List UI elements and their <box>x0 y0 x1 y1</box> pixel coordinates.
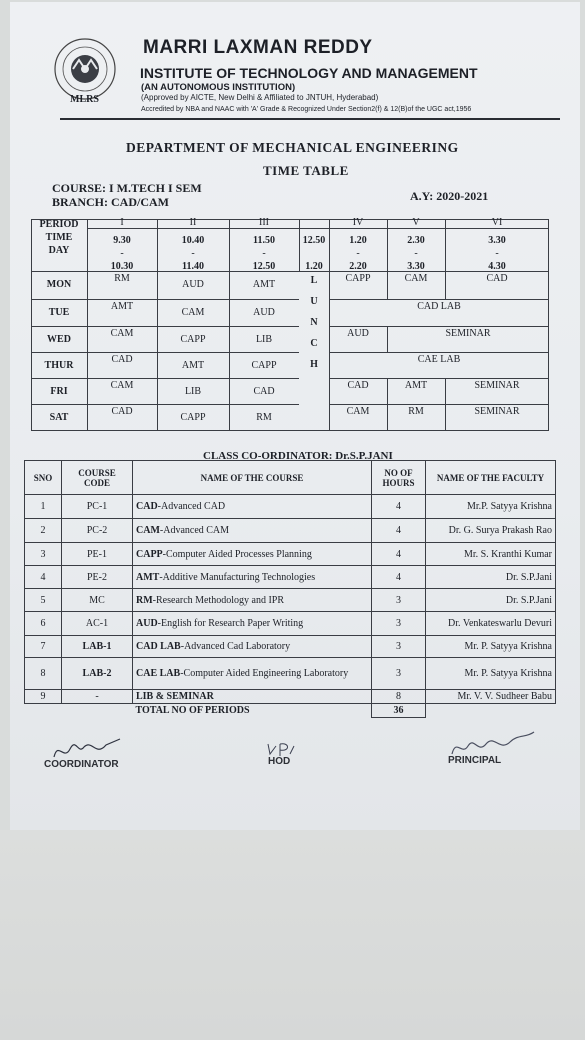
course-abbr: CAD LAB <box>136 641 181 652</box>
institution-subtitle: INSTITUTE OF TECHNOLOGY AND MANAGEMENT <box>140 65 478 81</box>
course-sno: 5 <box>25 589 62 612</box>
course-code: - <box>62 690 133 704</box>
time-dash-5: - <box>414 248 418 259</box>
course-sno: 8 <box>25 658 62 690</box>
time-end-1: 11.40 <box>182 261 204 272</box>
course-name <box>133 636 372 658</box>
logo-text: MLRS <box>70 94 99 105</box>
time-end-4: 2.20 <box>349 261 367 272</box>
period-5: V <box>412 217 420 228</box>
class-coordinator: CLASS CO-ORDINATOR: Dr.S.P.JANI <box>203 450 393 462</box>
course-faculty: Dr. G. Surya Prakash Rao <box>426 519 556 543</box>
institution-name: MARRI LAXMAN REDDY <box>143 37 373 58</box>
time-end-2: 12.50 <box>252 261 276 272</box>
course-hours: 4 <box>372 566 426 589</box>
table-surface <box>0 830 585 1040</box>
time-dash-1: - <box>191 248 195 259</box>
course-name <box>133 589 372 612</box>
time-end-3: 1.20 <box>305 261 323 272</box>
total-label: TOTAL NO OF PERIODS <box>135 705 250 717</box>
time-dash-2: - <box>262 248 266 259</box>
time-dash-6: - <box>495 248 499 259</box>
grid-line <box>31 299 299 300</box>
time-start-1: 10.40 <box>181 235 205 246</box>
header-course-code: COURSE CODE <box>62 461 133 495</box>
header-sno: SNO <box>25 461 62 495</box>
course-fullname: -English for Research Paper Writing <box>157 618 304 629</box>
course-name <box>133 658 372 690</box>
class-cell: AMT <box>110 301 134 312</box>
class-cell: CAD <box>253 386 275 397</box>
course-sno: 6 <box>25 612 62 636</box>
class-cell: CAPP <box>251 360 277 371</box>
grid-line <box>31 352 299 353</box>
header-hours: NO OF HOURS <box>372 461 426 495</box>
grid-line <box>31 430 549 431</box>
time-start-5: 2.30 <box>407 235 425 246</box>
day-thur: THUR <box>44 360 74 371</box>
course-code: AC-1 <box>62 612 133 636</box>
course-abbr: AMT <box>136 571 160 583</box>
course-sno: 7 <box>25 636 62 658</box>
autonomous-note: (AN AUTONOMOUS INSTITUTION) <box>141 82 296 93</box>
class-cell: SEMINAR <box>474 406 520 417</box>
course-code: PE-2 <box>62 566 133 589</box>
grid-line <box>329 404 549 405</box>
course-abbr: CAD <box>136 501 158 512</box>
course-row <box>25 658 556 690</box>
course-faculty: Mr. S. Kranthi Kumar <box>426 543 556 566</box>
course-faculty: Mr. P. Satyya Krishna <box>426 636 556 658</box>
course-label: COURSE: I M.TECH I SEM <box>52 181 202 195</box>
course-code: LAB-2 <box>62 658 133 690</box>
course-code: PE-1 <box>62 543 133 566</box>
academic-year: A.Y: 2020-2021 <box>410 189 489 203</box>
grid-line <box>329 352 549 353</box>
course-row <box>25 566 556 589</box>
course-sno: 2 <box>25 519 62 543</box>
course-sno: 1 <box>25 495 62 519</box>
time-start-3: 12.50 <box>302 235 326 246</box>
class-cell: AMT <box>181 360 205 371</box>
course-row <box>25 543 556 566</box>
total-row <box>25 704 556 718</box>
course-hours: 4 <box>372 519 426 543</box>
course-faculty: Dr. S.P.Jani <box>426 566 556 589</box>
grid-line <box>31 378 299 379</box>
branch-label: BRANCH: CAD/CAM <box>52 195 169 209</box>
corner-period: PERIOD <box>39 219 79 230</box>
course-table <box>24 460 556 718</box>
class-cell: AUD <box>182 279 204 290</box>
class-cell: AUD <box>253 307 275 318</box>
class-cell: SEMINAR <box>474 380 520 391</box>
class-cell: CAPP <box>180 412 206 423</box>
class-cell: CAD <box>347 380 369 391</box>
course-code: LAB-1 <box>62 636 133 658</box>
class-cell: SEMINAR <box>445 328 491 339</box>
class-cell: CAD <box>111 406 133 417</box>
course-name <box>133 566 372 589</box>
day-tue: TUE <box>48 307 70 318</box>
course-faculty: Dr. S.P.Jani <box>426 589 556 612</box>
time-end-5: 3.30 <box>407 261 425 272</box>
time-start-4: 1.20 <box>349 235 367 246</box>
class-cell: CAD LAB <box>417 301 461 312</box>
grid-line <box>387 219 388 299</box>
class-cell: CAM <box>110 380 134 391</box>
corner-time: TIME <box>45 232 73 243</box>
lunch-letter: L <box>310 275 318 286</box>
period-0: I <box>120 217 124 228</box>
time-end-6: 4.30 <box>488 261 506 272</box>
time-start-6: 3.30 <box>488 235 506 246</box>
course-fullname: -Advanced Cad Laboratory <box>180 641 291 652</box>
class-cell: LIB <box>255 334 273 345</box>
accreditation-note: Accredited by NBA and NAAC with 'A' Grade & Recognized Under Section2(f) & 12(B)of the UGC act,1956 <box>141 106 472 113</box>
course-hours: 3 <box>372 636 426 658</box>
course-fullname: -Computer Aided Processes Planning <box>162 548 312 560</box>
grid-line <box>31 404 299 405</box>
total-value: 36 <box>372 704 426 718</box>
course-fullname: -Advanced CAM <box>159 525 230 536</box>
course-abbr: CAPP <box>136 548 163 560</box>
course-row <box>25 636 556 658</box>
course-fullname: -Research Methodology and IPR <box>152 594 285 606</box>
approval-note: (Approved by AICTE, New Delhi & Affiliated to JNTUH, Hyderabad) <box>141 93 379 102</box>
class-cell: AMT <box>404 380 428 391</box>
hod-label: HOD <box>268 756 291 767</box>
course-row <box>25 589 556 612</box>
period-4: IV <box>352 217 364 228</box>
page-title: TIME TABLE <box>263 163 349 178</box>
day-sat: SAT <box>49 412 69 423</box>
class-cell: CAM <box>346 406 370 417</box>
course-hours: 4 <box>372 495 426 519</box>
course-hours: 4 <box>372 543 426 566</box>
course-abbr: AUD <box>136 618 158 629</box>
course-code: MC <box>62 589 133 612</box>
course-name <box>133 543 372 566</box>
class-cell: RM <box>408 406 424 417</box>
course-name <box>133 519 372 543</box>
course-name <box>133 690 372 704</box>
course-name <box>133 495 372 519</box>
course-hours: 8 <box>372 690 426 704</box>
course-faculty: Mr.P. Satyya Krishna <box>426 495 556 519</box>
lunch-letter: H <box>310 359 318 370</box>
course-sno: 4 <box>25 566 62 589</box>
class-cell: CAD <box>111 354 133 365</box>
header-faculty: NAME OF THE FACULTY <box>426 461 556 495</box>
course-hours: 3 <box>372 589 426 612</box>
course-row <box>25 495 556 519</box>
corner-day: DAY <box>48 245 70 256</box>
time-dash-0: - <box>120 248 124 259</box>
course-code: PC-1 <box>62 495 133 519</box>
class-cell: CAPP <box>180 334 206 345</box>
class-cell: AUD <box>347 328 369 339</box>
department-title: DEPARTMENT OF MECHANICAL ENGINEERING <box>126 140 459 155</box>
course-code: PC-2 <box>62 519 133 543</box>
principal-label: PRINCIPAL <box>448 755 502 766</box>
course-faculty: Dr. Venkateswarlu Devuri <box>426 612 556 636</box>
class-cell: RM <box>114 273 130 284</box>
class-cell: AMT <box>252 279 276 290</box>
time-end-0: 10.30 <box>110 261 134 272</box>
class-cell: CAPP <box>345 273 371 284</box>
grid-line <box>329 299 549 300</box>
period-6: VI <box>491 217 503 228</box>
course-abbr: RM <box>136 594 153 606</box>
period-1: II <box>189 217 197 228</box>
day-wed: WED <box>47 334 71 345</box>
header-course-name: NAME OF THE COURSE <box>133 461 372 495</box>
grid-line <box>31 326 299 327</box>
course-sno: 3 <box>25 543 62 566</box>
lunch-letter: C <box>310 338 318 349</box>
course-fullname: -Additive Manufacturing Technologies <box>159 571 316 583</box>
course-row <box>25 690 556 704</box>
class-cell: LIB <box>184 386 202 397</box>
course-abbr: CAM <box>136 525 160 536</box>
course-sno: 9 <box>25 690 62 704</box>
class-cell: CAM <box>110 328 134 339</box>
course-faculty: Mr. V. V. Sudheer Babu <box>426 690 556 704</box>
course-abbr: CAE LAB <box>136 668 181 679</box>
class-cell: RM <box>256 412 272 423</box>
coordinator-label: COORDINATOR <box>44 759 119 770</box>
grid-line <box>31 219 32 431</box>
course-hours: 3 <box>372 612 426 636</box>
course-row <box>25 519 556 543</box>
course-hours: 3 <box>372 658 426 690</box>
course-faculty: Mr. P. Satyya Krishna <box>426 658 556 690</box>
time-dash-4: - <box>356 248 360 259</box>
grid-line <box>445 219 446 299</box>
lunch-letter: N <box>310 317 318 328</box>
class-cell: CAM <box>181 307 205 318</box>
day-fri: FRI <box>50 386 68 397</box>
lunch-letter: U <box>310 296 318 307</box>
course-fullname: -Computer Aided Engineering Laboratory <box>180 668 349 679</box>
header-divider <box>60 118 560 120</box>
class-cell: CAD <box>486 273 508 284</box>
course-fullname: -Advanced CAD <box>157 501 226 512</box>
grid-line <box>329 378 549 379</box>
day-mon: MON <box>46 279 72 290</box>
course-abbr: LIB & SEMINAR <box>136 691 214 702</box>
period-2: III <box>259 217 269 228</box>
grid-line <box>329 326 549 327</box>
course-name <box>133 612 372 636</box>
class-cell: CAM <box>404 273 428 284</box>
class-cell: CAE LAB <box>417 354 461 365</box>
timetable-grid <box>31 219 549 433</box>
time-start-0: 9.30 <box>113 235 131 246</box>
time-start-2: 11.50 <box>253 235 275 246</box>
course-row <box>25 612 556 636</box>
